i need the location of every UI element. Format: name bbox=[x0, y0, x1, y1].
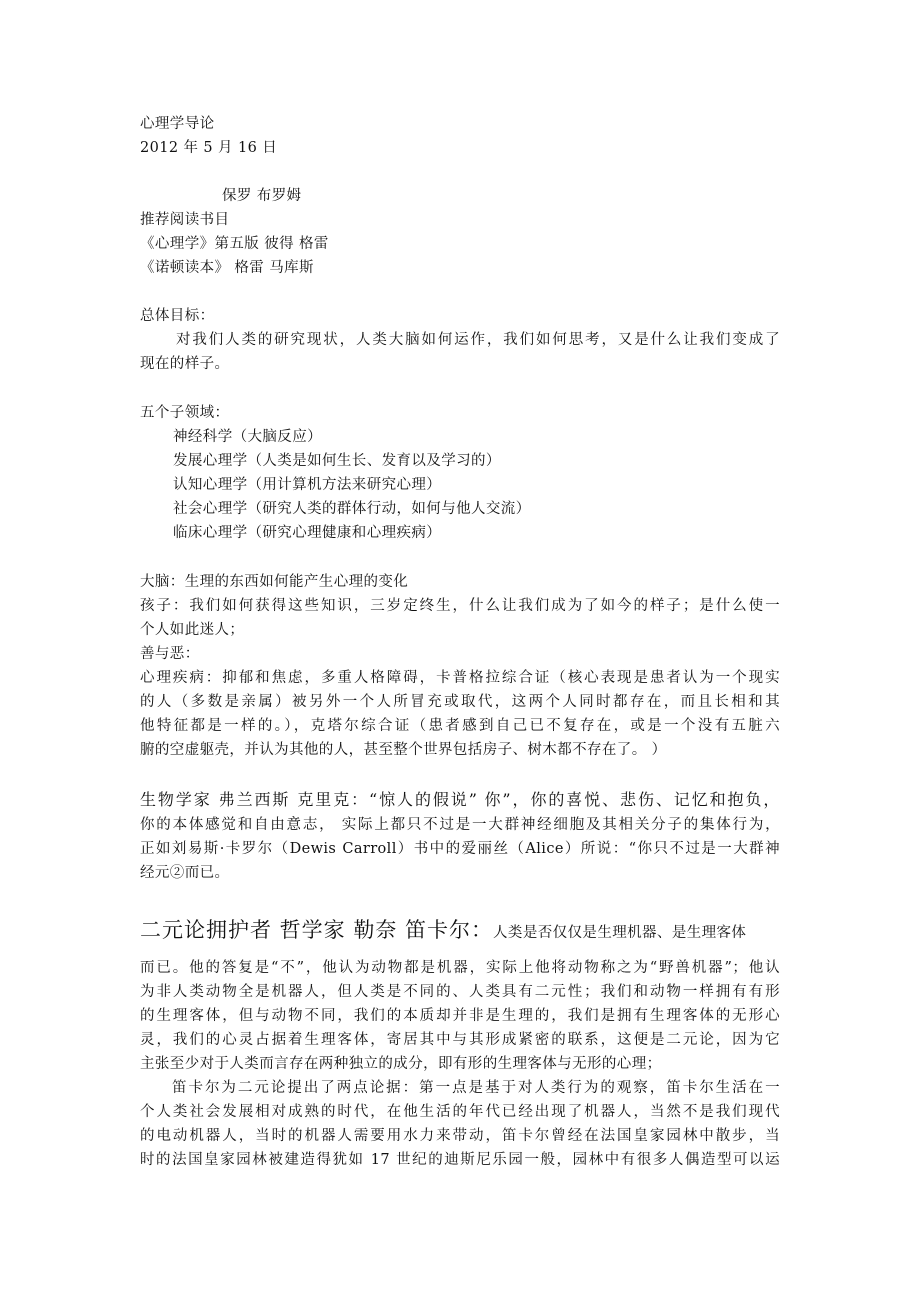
topic-line: 孩子：我们如何获得这些知识，三岁定终生，什么让我们成为了如今的样子；是什么使一 bbox=[140, 598, 780, 614]
lecturer-name: 保罗 布罗姆 bbox=[222, 188, 302, 204]
topic-line: 善与恶： bbox=[140, 646, 200, 662]
reading-list-heading: 推荐阅读书目 bbox=[140, 212, 230, 228]
topic-line: 的人（多数是亲属）被另外一个人所冒充或取代，这两个人同时都存在，而且长相和其 bbox=[140, 694, 780, 710]
dualism-para2-line: 的电动机器人，当时的机器人需要用水力来带动，笛卡尔曾经在法国皇家园林中散步，当 bbox=[140, 1128, 780, 1144]
crick-line: 经元②而已。 bbox=[140, 865, 230, 881]
dualism-para2-line: 时的法国皇家园林被建造得犹如 17 世纪的迪斯尼乐园一般，园林中有很多人偶造型可以运 bbox=[140, 1152, 780, 1168]
goal-text: 对我们人类的研究现状，人类大脑如何运作，我们如何思考，又是什么让我们变成了 bbox=[176, 332, 780, 348]
crick-line: 你的本体感觉和自由意志， 实际上都只不过是一大群神经细胞及其相关分子的集体行为， bbox=[140, 817, 780, 833]
goal-heading: 总体目标： bbox=[140, 308, 215, 324]
subfield-item: 临床心理学（研究心理健康和心理疾病） bbox=[173, 525, 442, 541]
topic-line: 腑的空虚躯壳，并认为其他的人，甚至整个世界包括房子、树木都不存在了。 ） bbox=[140, 742, 667, 758]
subfield-item: 认知心理学（用计算机方法来研究心理） bbox=[173, 477, 442, 493]
subfields-heading: 五个子领域： bbox=[140, 405, 230, 421]
document-title: 心理学导论 bbox=[140, 116, 215, 132]
dualism-line: 为非人类动物全是机器人，但人类是不同的、人类具有二元性；我们和动物一样拥有有形 bbox=[140, 984, 780, 1000]
dualism-heading-rest: 人类是否仅仅是生理机器、是生理客体 bbox=[493, 925, 747, 941]
dualism-para2-line: 个人类社会发展相对成熟的时代，在他生活的年代已经出现了机器人，当然不是我们现代 bbox=[140, 1104, 780, 1120]
reading-list-item: 《心理学》第五版 彼得 格雷 bbox=[140, 236, 329, 252]
topic-line: 个人如此迷人； bbox=[140, 622, 245, 638]
goal-text: 现在的样子。 bbox=[140, 356, 230, 372]
subfield-item: 社会心理学（研究人类的群体行动，如何与他人交流） bbox=[173, 501, 531, 517]
dualism-line: 灵，我们的心灵占据着生理客体，寄居其中与其形成紧密的联系，这便是二元论，因为它 bbox=[140, 1032, 780, 1048]
dualism-heading bbox=[140, 920, 746, 943]
document-date: 2012 年 5 月 16 日 bbox=[140, 140, 278, 156]
subfield-item: 神经科学（大脑反应） bbox=[173, 429, 322, 445]
topic-line: 大脑：生理的东西如何能产生心理的变化 bbox=[140, 574, 409, 590]
subfield-item: 发展心理学（人类是如何生长、发育以及学习的） bbox=[173, 453, 501, 469]
topic-line: 心理疾病：抑郁和焦虑，多重人格障碍，卡普格拉综合证（核心表现是患者认为一个现实 bbox=[140, 670, 780, 686]
dualism-line: 主张至少对于人类而言存在两种独立的成分，即有形的生理客体与无形的心理； bbox=[140, 1056, 662, 1072]
crick-line: 生物学家 弗兰西斯 克里克：“惊人的假说” 你”，你的喜悦、悲伤、记忆和抱负， bbox=[140, 790, 780, 809]
crick-line: 正如刘易斯·卡罗尔（Dewis Carroll）书中的爱丽丝（Alice）所说：“你只不过是一大群神 bbox=[140, 841, 780, 857]
dualism-line: 而已。他的答复是“不”，他认为动物都是机器，实际上他将动物称之为“野兽机器”；他认 bbox=[140, 960, 780, 976]
dualism-para2-line: 笛卡尔为二元论提出了两点论据：第一点是基于对人类行为的观察，笛卡尔生活在一 bbox=[172, 1080, 780, 1096]
topic-line: 他特征都是一样的。），克塔尔综合证（患者感到自己已不复存在，或是一个没有五脏六 bbox=[140, 718, 780, 734]
reading-list-item: 《诺顿读本》 格雷 马库斯 bbox=[140, 260, 314, 276]
dualism-line: 的生理客体，但与动物不同，我们的本质却并非是生理的，我们是拥有生理客体的无形心 bbox=[140, 1008, 780, 1024]
dualism-heading-large: 二元论拥护者 哲学家 勒奈 笛卡尔： bbox=[140, 918, 494, 942]
